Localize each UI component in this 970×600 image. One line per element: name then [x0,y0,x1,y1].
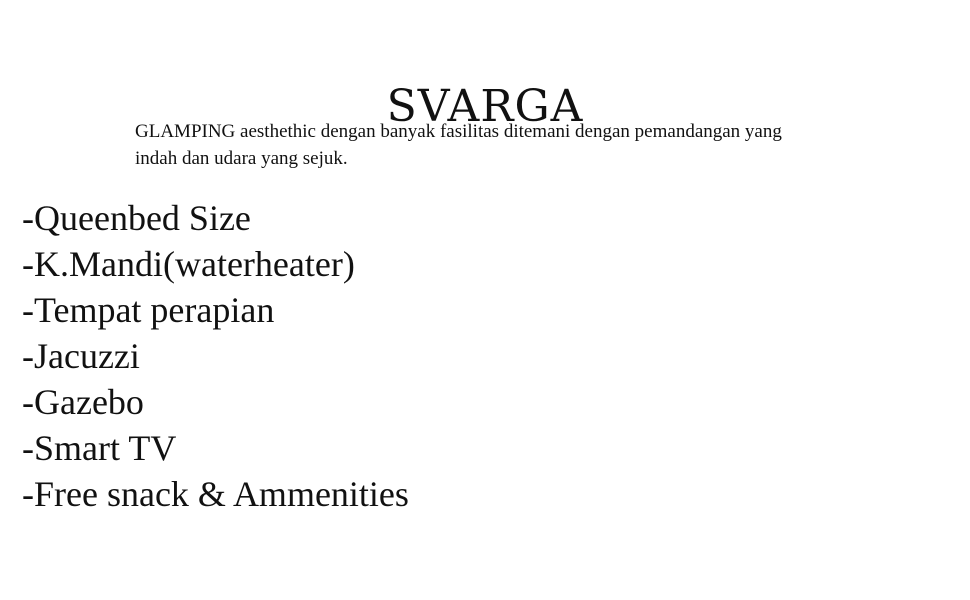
page-description: GLAMPING aesthethic dengan banyak fasilitas ditemani dengan pemandangan yang indah dan udara yang sejuk. [135,121,782,169]
feature-item-queenbed: -Queenbed Size [22,198,251,238]
page-title: SVARGA [386,81,584,133]
feature-list [22,195,409,517]
feature-item-fireplace: -Tempat perapian [22,290,275,330]
feature-item-snack-amenities: -Free snack & Ammenities [22,474,409,514]
feature-item-bathroom: -K.Mandi(waterheater) [22,244,355,284]
feature-item-gazebo: -Gazebo [22,382,144,422]
feature-item-jacuzzi: -Jacuzzi [22,336,140,376]
feature-item-smart-tv: -Smart TV [22,428,177,468]
